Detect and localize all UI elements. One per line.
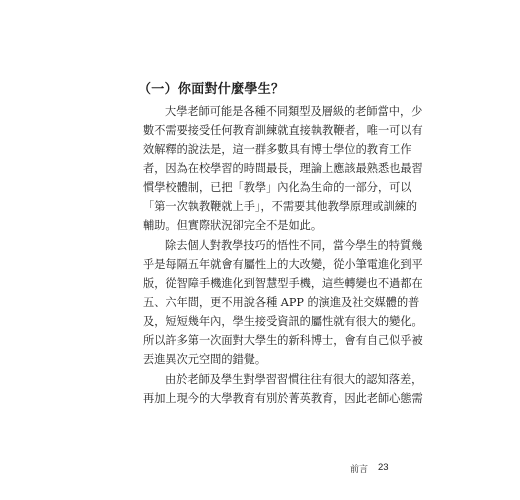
page-number: 23 [378,462,389,473]
text-line: 丟進異次元空間的錯覺。 [143,353,267,366]
text-line: 慣學校體制，已把「教學」內化為生命的一部分，可以 [143,181,412,194]
text-line: 版，從智障手機進化到智慧型手機，這些轉變也不過都在 [143,277,423,290]
text-line: 大學老師可能是各種不同類型及層級的老師當中，少 [165,105,423,118]
text-line: 除去個人對教學技巧的悟性不同，當今學生的特質幾 [165,239,423,252]
text-line: 效解釋的說法是，這一群多數具有博士學位的教育工作 [143,143,412,156]
text-line: 及，短短幾年內，學生接受資訊的屬性就有很大的變化。 [143,315,423,328]
text-line: 者，因為在校學習的時間最長，理論上應該最熟悉也最習 [143,162,423,175]
text-line: 所以許多第一次面對大學生的新科博士，會有自己似乎被 [143,334,423,347]
text-line: 數不需要接受任何教育訓練就直接執教鞭者，唯一可以有 [143,124,423,137]
text-line: 乎是每隔五年就會有屬性上的大改變，從小筆電進化到平 [143,258,423,271]
text-line: 由於老師及學生對學習習慣往往有很大的認知落差， [165,373,423,386]
text-line: 「第一次執教鞭就上手」，不需要其他教學原理或訓練的 [143,200,418,213]
text-line: 再加上現今的大學教育有別於菁英教育，因此老師心態需 [143,392,423,405]
running-footer-section: 前言 [350,465,369,475]
section-heading: （一）你面對什麼學生？ [138,82,285,97]
text-line: 輔助。但實際狀況卻完全不是如此。 [143,219,323,232]
text-line: 五、六年間，更不用說各種 APP 的演進及社交媒體的普 [143,296,420,309]
